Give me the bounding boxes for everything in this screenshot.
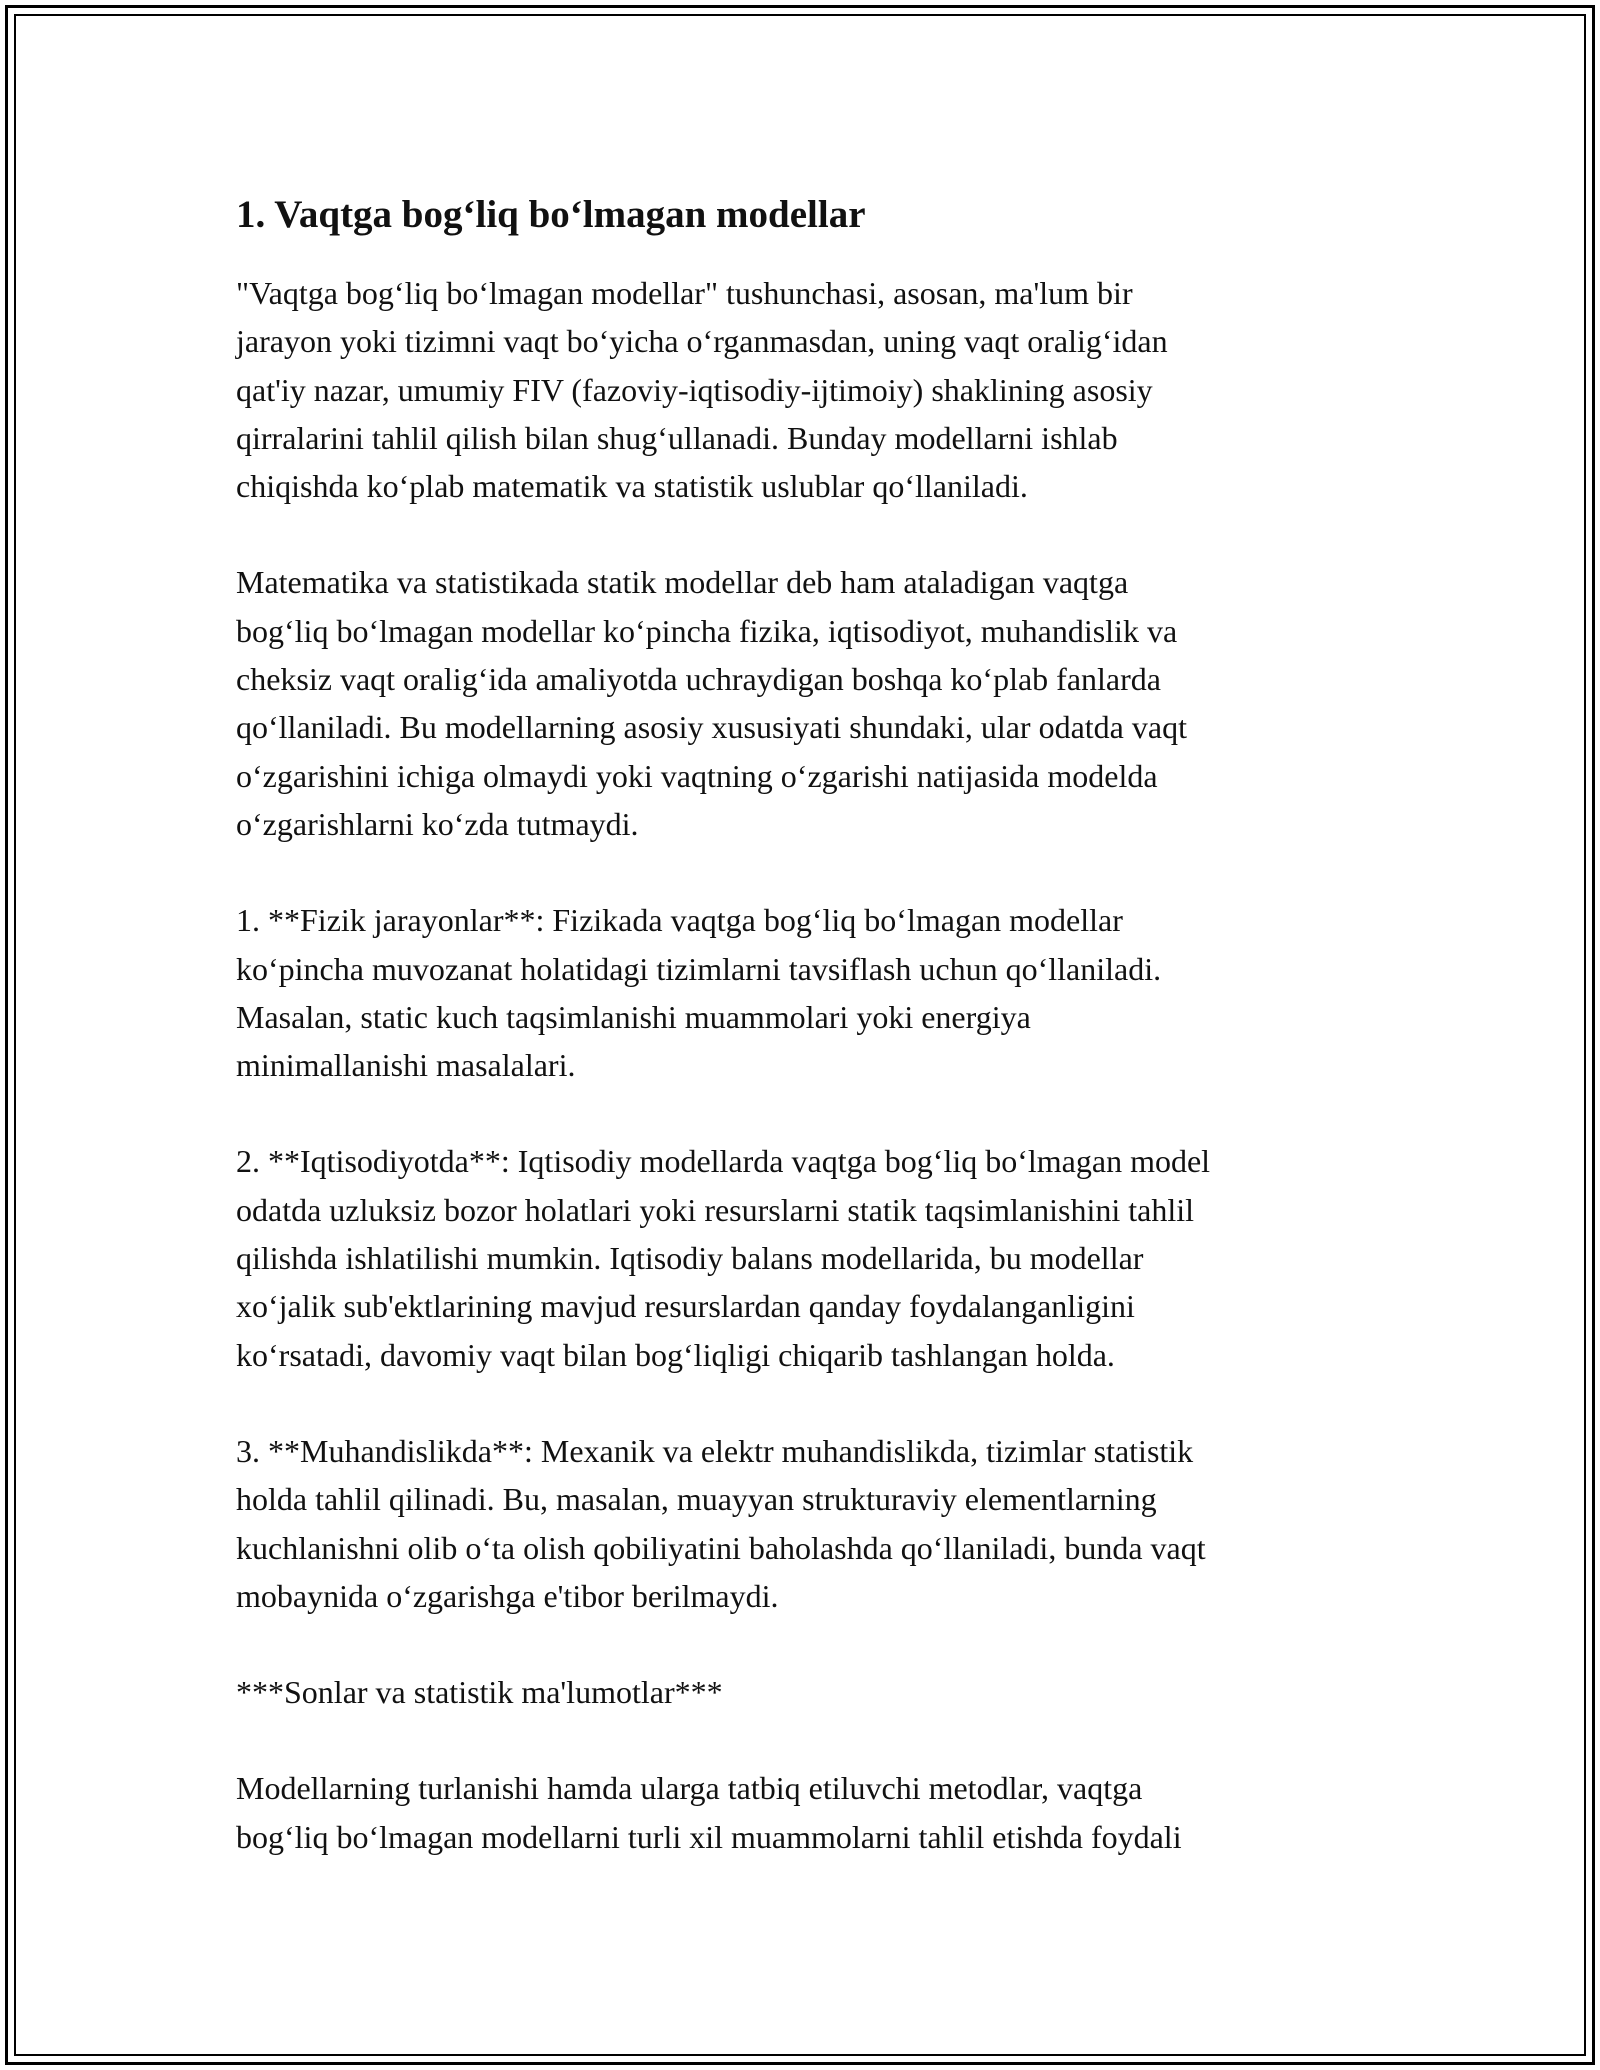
paragraph-model-types: Modellarning turlanishi hamda ularga tatbiq etiluvchi metodlar, vaqtga bog‘liq bo‘lmagan modellarni turli xil muammolarni tahlil etishda foydali bbox=[236, 1770, 1182, 1855]
section-heading: 1. Vaqtga bog‘liq bo‘lmagan modellar bbox=[236, 193, 866, 236]
list-item-physics: 1. **Fizik jarayonlar**: Fizikada vaqtga bog‘liq bo‘lmagan modellar ko‘pincha muvozanat holatidagi tizimlarni tavsiflash uchun qo‘llaniladi. Masalan, static kuch taqsimlanishi muammolari yoki energiya minimallanishi masalalari. bbox=[236, 902, 1162, 1084]
list-item-engineering: 3. **Muhandislikda**: Mexanik va elektr muhandislikda, tizimlar statistik holda tahlil qilinadi. Bu, masalan, muayyan strukturaviy elementlarning kuchlanishni olib o‘ta olish qobiliyatini baholashda qo‘llaniladi, bunda vaqt mobaynida o‘zgarishga e'tibor berilmaydi. bbox=[236, 1432, 1206, 1614]
paragraph-intro: "Vaqtga bog‘liq bo‘lmagan modellar" tushunchasi, asosan, ma'lum bir jarayon yoki tizimni vaqt bo‘yicha o‘rganmasdan, uning vaqt oralig‘idan qat'iy nazar, umumiy FIV (fazoviy-iqtisodiy-ijtimoiy) shaklining asosiy qirralarini tahlil qilish bilan shug‘ullanadi. Bunday modellarni ishlab chiqishda ko‘plab matematik va statistik uslublar qo‘llaniladi. bbox=[236, 275, 1168, 505]
paragraph-static-models: Matematika va statistikada statik modellar deb ham ataladigan vaqtga bog‘liq bo‘lmagan modellar ko‘pincha fizika, iqtisodiyot, muhandislik va cheksiz vaqt oralig‘ida amaliyotda uchraydigan boshqa ko‘plab fanlarda qo‘llaniladi. Bu modellarning asosiy xususiyati shundaki, ular odatda vaqt o‘zgarishini ichiga olmaydi yoki vaqtning o‘zgarishi natijasida modelda o‘zgarishlarni ko‘zda tutmaydi. bbox=[236, 564, 1187, 842]
subheading-numbers-statistics: ***Sonlar va statistik ma'lumotlar*** bbox=[236, 1674, 723, 1711]
document-body bbox=[236, 187, 1376, 1909]
list-item-economics: 2. **Iqtisodiyotda**: Iqtisodiy modellarda vaqtga bog‘liq bo‘lmagan model odatda uzluksiz bozor holatlari yoki resurslarni statik taqsimlanishini tahlil qilishda ishlatilishi mumkin. Iqtisodiy balans modellarida, bu modellar xo‘jalik sub'ektlarining mavjud resurslardan qanday foydalanganligini ko‘rsatadi, davomiy vaqt bilan bog‘liqligi chiqarib tashlangan holda. bbox=[236, 1143, 1211, 1373]
